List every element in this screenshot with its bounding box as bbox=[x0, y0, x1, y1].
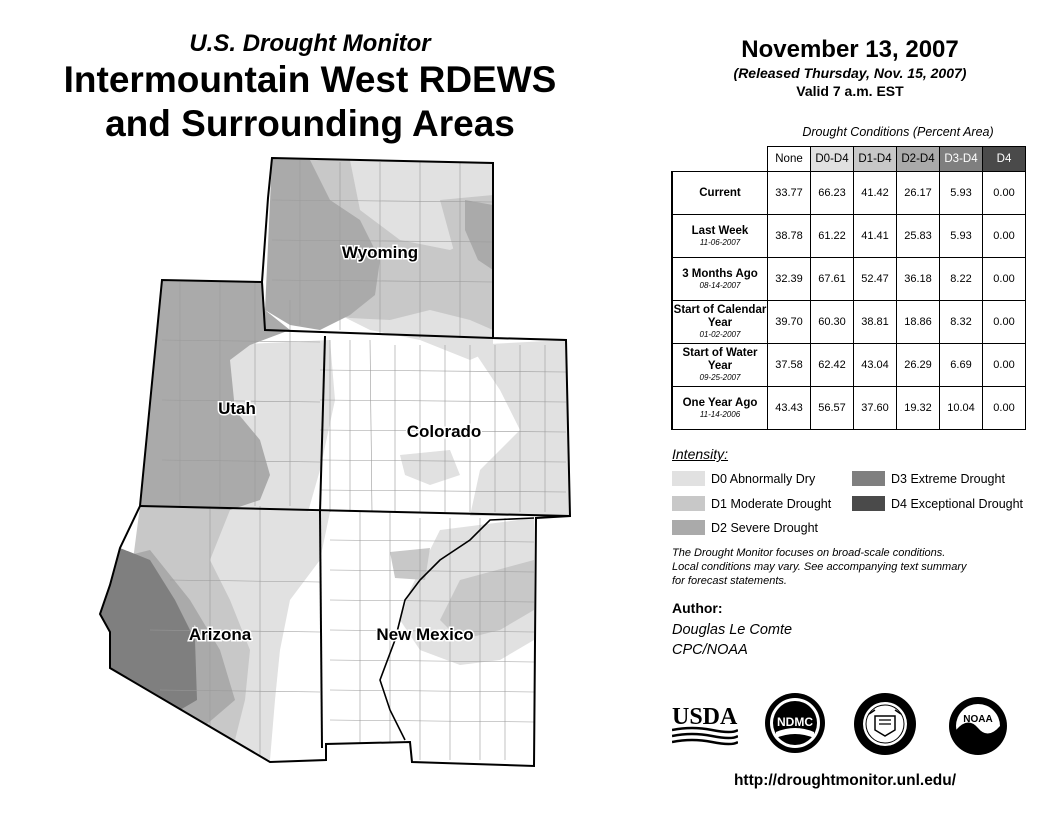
table-cell: 26.17 bbox=[897, 172, 940, 215]
row-label-text: Last Week bbox=[691, 224, 749, 237]
table-cell: 5.93 bbox=[940, 215, 983, 258]
row-label-text: Start of Water Year bbox=[682, 347, 758, 372]
table-cell: 61.22 bbox=[811, 215, 854, 258]
note-line-2: Local conditions may vary. See accompanying text summary bbox=[672, 561, 967, 573]
table-cell: 8.22 bbox=[940, 258, 983, 301]
table-cell: 32.39 bbox=[768, 258, 811, 301]
author-label: Author: bbox=[672, 600, 723, 616]
table-row bbox=[672, 301, 1026, 344]
legend-label-d1: D1 Moderate Drought bbox=[711, 496, 832, 511]
table-cell: 38.78 bbox=[768, 215, 811, 258]
table-cell: 0.00 bbox=[983, 344, 1026, 387]
row-label-text: Current bbox=[699, 186, 741, 199]
table-cell: 56.57 bbox=[811, 387, 854, 430]
table-cell: 25.83 bbox=[897, 215, 940, 258]
table-cell: 67.61 bbox=[811, 258, 854, 301]
ndmc-logo bbox=[764, 692, 826, 754]
table-corner bbox=[672, 147, 768, 172]
state-label-colorado: Colorado bbox=[406, 422, 482, 441]
author-info bbox=[672, 620, 792, 660]
valid-time: Valid 7 a.m. EST bbox=[796, 83, 904, 99]
table-cell: 0.00 bbox=[983, 301, 1026, 344]
table-row bbox=[672, 344, 1026, 387]
table-row bbox=[672, 172, 1026, 215]
table-cell: 66.23 bbox=[811, 172, 854, 215]
note-line-1: The Drought Monitor focuses on broad-scale conditions. bbox=[672, 547, 946, 559]
table-row bbox=[672, 258, 1026, 301]
row-label bbox=[672, 215, 768, 258]
drought-map bbox=[0, 150, 620, 780]
col-header-d4: D4 bbox=[983, 147, 1026, 172]
author-org: CPC/NOAA bbox=[672, 642, 748, 658]
legend-item-d3 bbox=[852, 471, 1005, 486]
table-cell: 37.58 bbox=[768, 344, 811, 387]
row-date: 09-25-2007 bbox=[699, 373, 741, 382]
table-cell: 41.41 bbox=[854, 215, 897, 258]
main-title-line2: and Surrounding Areas bbox=[105, 103, 515, 144]
table-cell: 0.00 bbox=[983, 215, 1026, 258]
table-cell: 18.86 bbox=[897, 301, 940, 344]
table-caption: Drought Conditions (Percent Area) bbox=[802, 125, 994, 139]
table-row bbox=[672, 387, 1026, 430]
legend-swatch-d4 bbox=[852, 496, 885, 511]
monitor-title: U.S. Drought Monitor bbox=[189, 30, 431, 57]
row-label bbox=[672, 301, 768, 344]
legend-label-d4: D4 Exceptional Drought bbox=[891, 496, 1024, 511]
col-header-d0-d4: D0-D4 bbox=[811, 147, 854, 172]
row-date: 01-02-2007 bbox=[699, 330, 741, 339]
ndmc-logo-text: NDMC bbox=[777, 715, 813, 729]
commerce-seal-icon bbox=[853, 692, 917, 756]
date-block bbox=[680, 36, 1020, 100]
row-label bbox=[672, 387, 768, 430]
table-cell: 0.00 bbox=[983, 172, 1026, 215]
state-label-utah: Utah bbox=[218, 399, 256, 418]
table-row bbox=[672, 215, 1026, 258]
legend-title: Intensity: bbox=[672, 446, 729, 462]
table-cell: 37.60 bbox=[854, 387, 897, 430]
legend-swatch-d0 bbox=[672, 471, 705, 486]
legend-label-d2: D2 Severe Drought bbox=[711, 520, 819, 535]
drought-conditions-table bbox=[671, 146, 1026, 430]
row-date: 11-14-2006 bbox=[699, 409, 741, 419]
row-label bbox=[672, 258, 768, 301]
noaa-logo bbox=[948, 696, 1008, 756]
legend-item-d2 bbox=[672, 520, 818, 535]
release-date: (Released Thursday, Nov. 15, 2007) bbox=[733, 65, 967, 81]
legend-item-d0 bbox=[672, 471, 815, 486]
disclaimer-note bbox=[672, 546, 1032, 588]
table-cell: 36.18 bbox=[897, 258, 940, 301]
usda-logo bbox=[672, 700, 738, 750]
col-header-d1-d4: D1-D4 bbox=[854, 147, 897, 172]
table-cell: 60.30 bbox=[811, 301, 854, 344]
table-cell: 39.70 bbox=[768, 301, 811, 344]
row-label-text: 3 Months Ago bbox=[682, 267, 758, 280]
table-cell: 0.00 bbox=[983, 387, 1026, 430]
col-header-d3-d4: D3-D4 bbox=[940, 147, 983, 172]
table-cell: 10.04 bbox=[940, 387, 983, 430]
table-cell: 43.04 bbox=[854, 344, 897, 387]
table-cell: 0.00 bbox=[983, 258, 1026, 301]
table-cell: 62.42 bbox=[811, 344, 854, 387]
col-header-d2-d4: D2-D4 bbox=[897, 147, 940, 172]
state-label-new-mexico: New Mexico bbox=[376, 625, 474, 644]
table-cell: 52.47 bbox=[854, 258, 897, 301]
table-cell: 41.42 bbox=[854, 172, 897, 215]
title-block bbox=[20, 30, 600, 146]
legend-item-d1 bbox=[672, 496, 831, 511]
legend-label-d0: D0 Abnormally Dry bbox=[711, 471, 816, 486]
row-date: 08-14-2007 bbox=[699, 280, 741, 290]
row-label bbox=[672, 172, 768, 215]
legend-swatch-d3 bbox=[852, 471, 885, 486]
table-cell: 5.93 bbox=[940, 172, 983, 215]
table-cell: 38.81 bbox=[854, 301, 897, 344]
table-cell: 8.32 bbox=[940, 301, 983, 344]
col-header-none: None bbox=[768, 147, 811, 172]
row-label-text: One Year Ago bbox=[682, 396, 758, 409]
website-link[interactable]: http://droughtmonitor.unl.edu/ bbox=[733, 772, 957, 789]
table-cell: 43.43 bbox=[768, 387, 811, 430]
row-date: 11-06-2007 bbox=[699, 237, 741, 247]
legend-swatch-d2 bbox=[672, 520, 705, 535]
author-name: Douglas Le Comte bbox=[672, 622, 793, 638]
state-label-wyoming: Wyoming bbox=[341, 243, 419, 262]
table-cell: 33.77 bbox=[768, 172, 811, 215]
table-header-row bbox=[672, 147, 1026, 172]
legend-swatch-d1 bbox=[672, 496, 705, 511]
map-date: November 13, 2007 bbox=[741, 36, 959, 63]
table-cell: 26.29 bbox=[897, 344, 940, 387]
legend-item-d4 bbox=[852, 496, 1023, 511]
table-cell: 19.32 bbox=[897, 387, 940, 430]
usda-logo-text: USDA bbox=[672, 704, 738, 730]
table-cell: 6.69 bbox=[940, 344, 983, 387]
legend-label-d3: D3 Extreme Drought bbox=[891, 471, 1005, 486]
note-line-3: for forecast statements. bbox=[672, 575, 787, 587]
row-label bbox=[672, 344, 768, 387]
main-title-line1: Intermountain West RDEWS bbox=[63, 59, 557, 100]
state-label-arizona: Arizona bbox=[188, 625, 252, 644]
row-label-text: Start of Calendar Year bbox=[673, 304, 767, 329]
noaa-logo-text: NOAA bbox=[963, 714, 993, 725]
